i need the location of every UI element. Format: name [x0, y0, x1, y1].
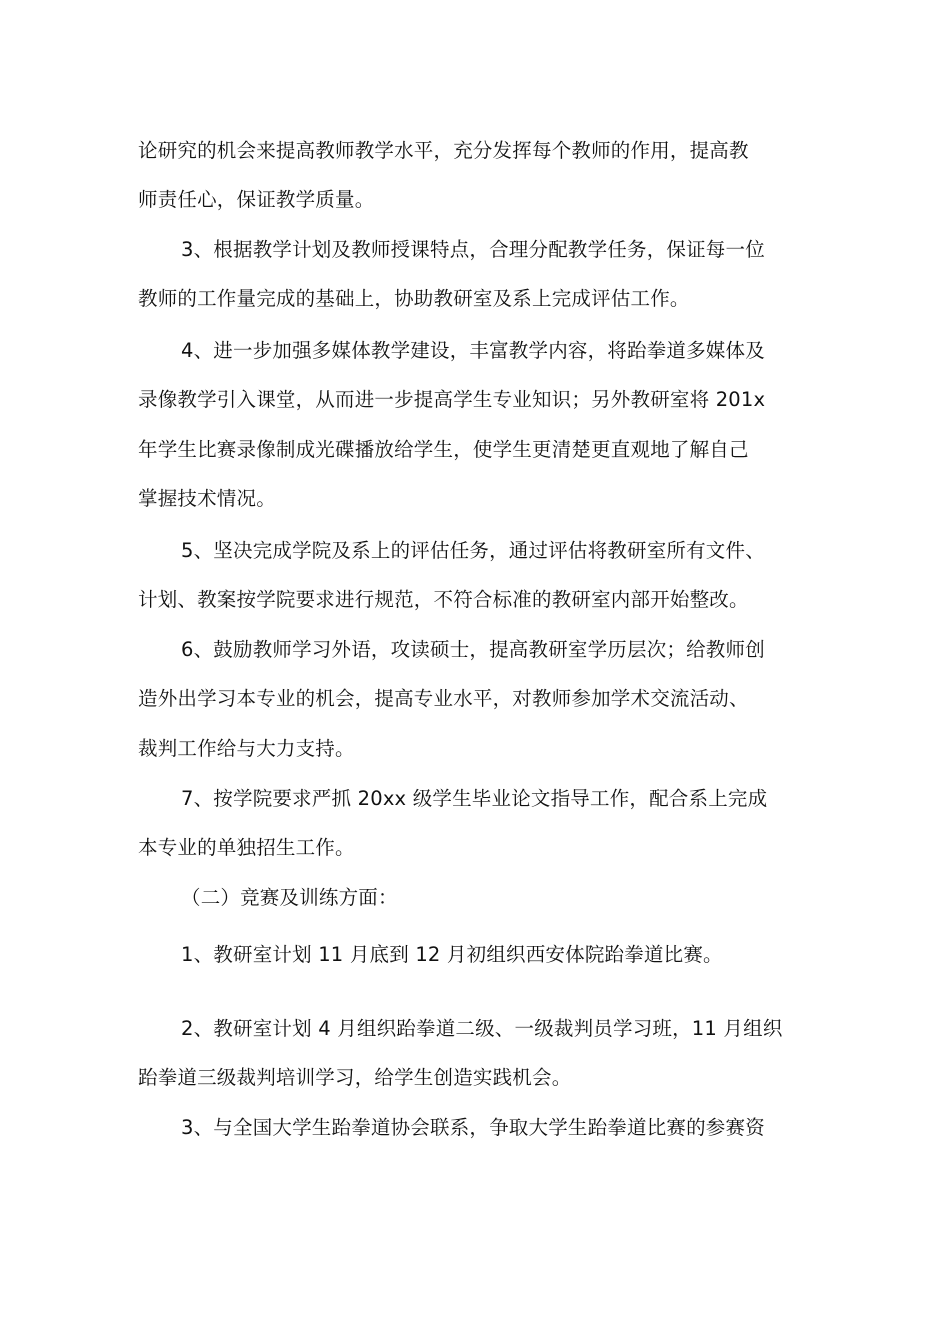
paragraph-line: 造外出学习本专业的机会，提高专业水平，对教师参加学术交流活动、	[138, 687, 749, 710]
paragraph-line: 4、进一步加强多媒体教学建设，丰富教学内容，将跆拳道多媒体及	[181, 339, 765, 362]
paragraph-line: 教师的工作量完成的基础上，协助教研室及系上完成评估工作。	[138, 287, 690, 310]
paragraph-line: 3、与全国大学生跆拳道协会联系，争取大学生跆拳道比赛的参赛资	[181, 1116, 765, 1139]
paragraph-line: 1、教研室计划 11 月底到 12 月初组织西安体院跆拳道比赛。	[181, 943, 723, 966]
paragraph-line: 2、教研室计划 4 月组织跆拳道二级、一级裁判员学习班，11 月组织	[181, 1017, 783, 1040]
paragraph-line: 论研究的机会来提高教师教学水平，充分发挥每个教师的作用，提高教	[138, 139, 749, 162]
paragraph-line: 年学生比赛录像制成光碟播放给学生，使学生更清楚更直观地了解自己	[138, 438, 749, 461]
paragraph-line: 裁判工作给与大力支持。	[138, 737, 355, 760]
paragraph-line: 录像教学引入课堂，从而进一步提高学生专业知识；另外教研室将 201x	[138, 388, 766, 411]
paragraph-line: 7、按学院要求严抓 20xx 级学生毕业论文指导工作，配合系上完成	[181, 787, 768, 810]
paragraph-line: 5、坚决完成学院及系上的评估任务，通过评估将教研室所有文件、	[181, 539, 765, 562]
paragraph-line: 3、根据教学计划及教师授课特点，合理分配教学任务，保证每一位	[181, 238, 765, 261]
section-heading: （二）竞赛及训练方面：	[181, 886, 398, 909]
paragraph-line: 掌握技术情况。	[138, 487, 276, 510]
paragraph-line: 本专业的单独招生工作。	[138, 836, 355, 859]
paragraph-line: 6、鼓励教师学习外语，攻读硕士，提高教研室学历层次；给教师创	[181, 638, 765, 661]
paragraph-line: 师责任心，保证教学质量。	[138, 188, 375, 211]
paragraph-line: 跆拳道三级裁判培训学习，给学生创造实践机会。	[138, 1066, 572, 1089]
paragraph-line: 计划、教案按学院要求进行规范，不符合标准的教研室内部开始整改。	[138, 588, 749, 611]
